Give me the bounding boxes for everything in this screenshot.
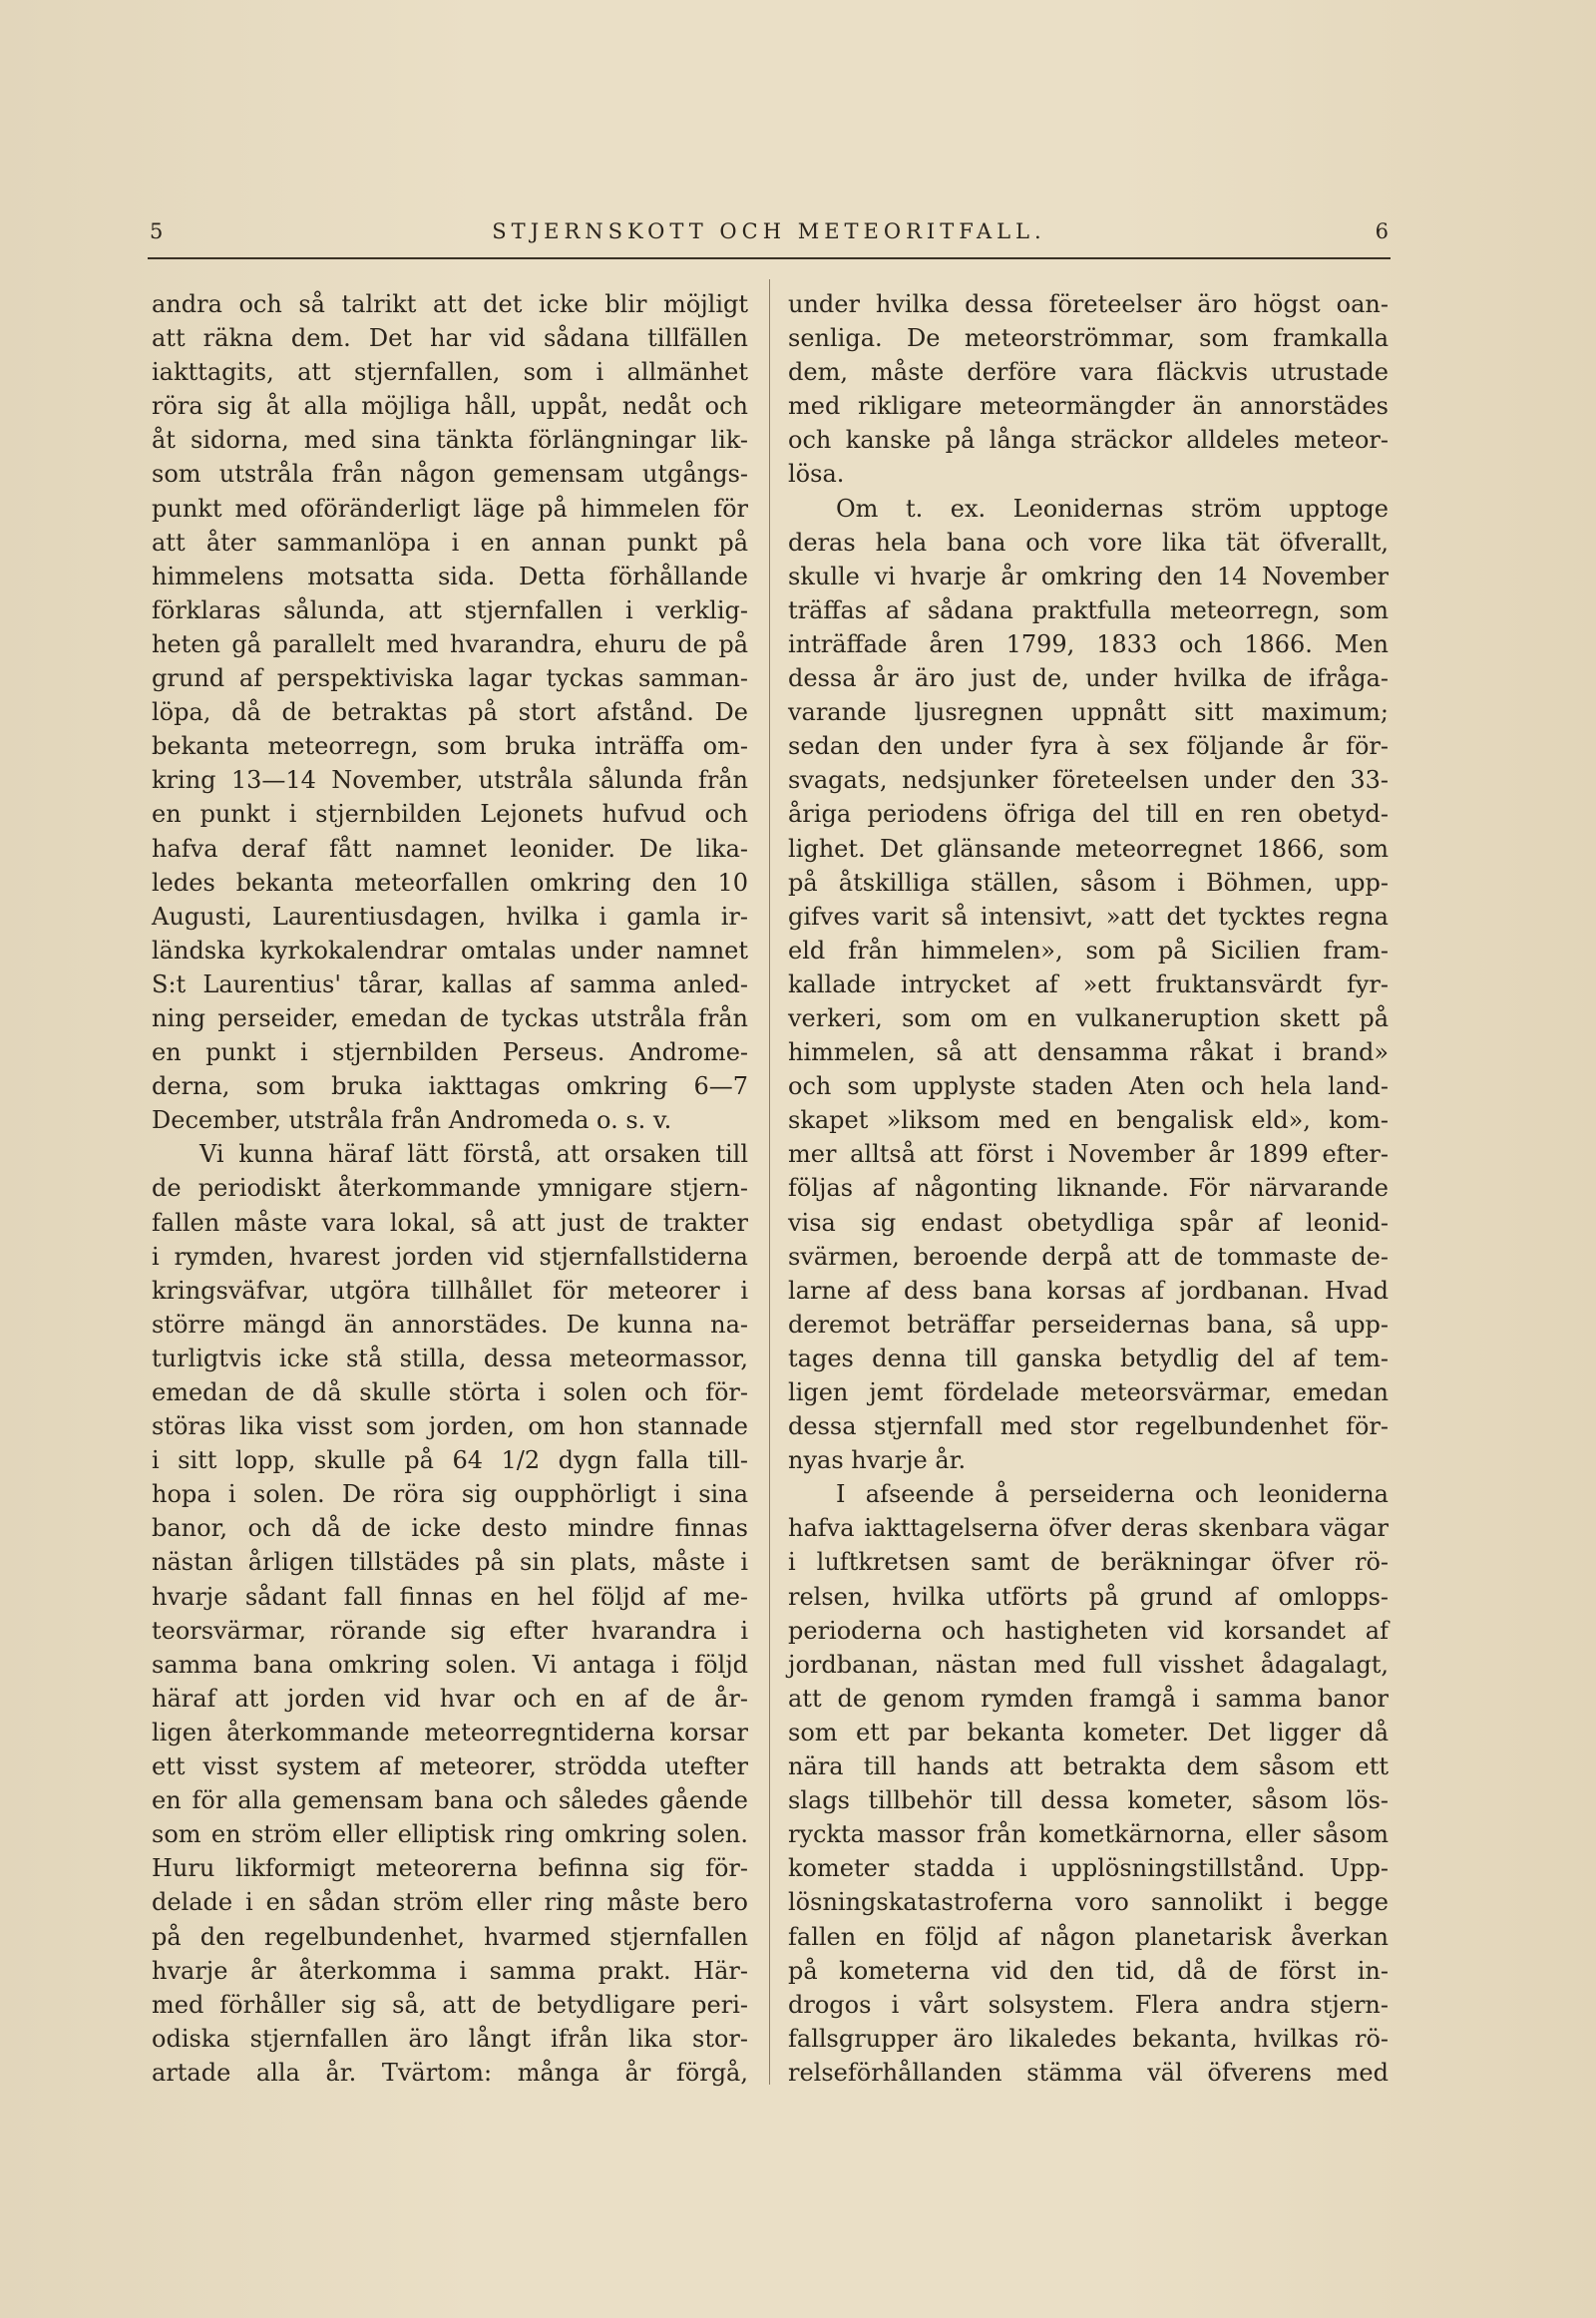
text-line: som en ström eller elliptisk ring omkring solen. xyxy=(152,1820,748,1849)
text-line: hvarje år återkomma i samma prakt. Här- xyxy=(152,1956,748,1985)
text-line: himmelen, så att densamma råkat i brand» xyxy=(788,1038,1389,1067)
text-line: åt sidorna, med sina tänkta förlängningar lik- xyxy=(152,426,748,455)
text-line: I afseende å perseiderna och leoniderna xyxy=(836,1480,1389,1509)
text-line: varande ljusregnen uppnått sitt maximum; xyxy=(788,698,1389,727)
text-line: deremot beträffar perseidernas bana, så upp- xyxy=(788,1310,1389,1339)
text-line: sedan den under fyra à sex följande år för- xyxy=(788,732,1389,761)
text-line: teorsvärmar, rörande sig efter hvarandra i xyxy=(152,1616,748,1645)
text-line: relsen, hvilka utförts på grund af omlopps- xyxy=(788,1582,1389,1611)
text-line: Vi kunna häraf lätt förstå, att orsaken till xyxy=(200,1140,748,1169)
text-line: större mängd än annorstädes. De kunna na- xyxy=(152,1310,748,1339)
text-line: röra sig åt alla möjliga håll, uppåt, nedåt och xyxy=(152,392,748,421)
text-line: i rymden, hvarest jorden vid stjernfallstiderna xyxy=(152,1242,748,1271)
text-line: lighet. Det glänsande meteorregnet 1866, som xyxy=(788,834,1389,863)
text-line: Om t. ex. Leonidernas ström upptoge xyxy=(836,494,1389,523)
text-line: som ett par bekanta kometer. Det ligger då xyxy=(788,1718,1389,1746)
text-line: ledes bekanta meteorfallen omkring den 10 xyxy=(152,868,748,897)
text-line: slags tillbehör till dessa kometer, såsom lös- xyxy=(788,1786,1389,1815)
text-line: visa sig endast obetydliga spår af leonid- xyxy=(788,1208,1389,1237)
text-line: kometer stadda i upplösningstillstånd. Upp- xyxy=(788,1854,1389,1883)
text-line: träffas af sådana praktfulla meteorregn, som xyxy=(788,595,1389,624)
text-line: häraf att jorden vid hvar och en af de år- xyxy=(152,1684,748,1713)
text-line: grund af perspektiviska lagar tyckas samman- xyxy=(152,664,748,693)
text-line: dessa stjernfall med stor regelbundenhet för- xyxy=(788,1412,1389,1441)
text-line: förklaras sålunda, att stjernfallen i verklig- xyxy=(152,595,748,624)
text-line: mer alltså att först i November år 1899 efter- xyxy=(788,1140,1389,1169)
running-title: STJERNSKOTT OCH METEORITFALL. xyxy=(492,219,1046,243)
text-line: artade alla år. Tvärtom: många år förgå, xyxy=(152,2058,748,2087)
page-number-right: 6 xyxy=(1375,219,1391,243)
text-line: larne af dess bana korsas af jordbanan. Hvad xyxy=(788,1276,1389,1305)
column-divider xyxy=(769,279,770,2085)
text-line: gifves varit så intensivt, »att det tycktes regna xyxy=(788,902,1389,931)
text-line: dessa år äro just de, under hvilka de ifråga- xyxy=(788,664,1389,693)
text-line: himmelens motsatta sida. Detta förhållande xyxy=(152,562,748,590)
left-column xyxy=(152,287,748,2090)
page-number-left: 5 xyxy=(150,219,166,243)
text-line: som utstråla från någon gemensam utgångs- xyxy=(152,460,748,489)
text-line: heten gå parallelt med hvarandra, ehuru de på xyxy=(152,629,748,658)
text-line: emedan de då skulle störta i solen och för- xyxy=(152,1378,748,1406)
header-rule xyxy=(148,257,1391,259)
text-line: hopa i solen. De röra sig oupphörligt i sina xyxy=(152,1480,748,1509)
text-line: Huru likformigt meteorerna befinna sig för- xyxy=(152,1854,748,1883)
text-line: deras hela bana och vore lika tät öfverallt, xyxy=(788,528,1389,557)
text-line: ligen återkommande meteorregntiderna korsar xyxy=(152,1718,748,1746)
text-line: nästan årligen tillstädes på sin plats, måste i xyxy=(152,1548,748,1577)
text-line: fallsgrupper äro likaledes bekanta, hvilkas rö- xyxy=(788,2024,1389,2053)
text-line: S:t Laurentius' tårar, kallas af samma anled- xyxy=(152,969,748,998)
text-line: iakttagits, att stjernfallen, som i allmänhet xyxy=(152,358,748,387)
running-header xyxy=(148,213,1391,253)
text-line: på kometerna vid den tid, då de först in- xyxy=(788,1956,1389,1985)
text-line: eld från himmelen», som på Sicilien fram- xyxy=(788,936,1389,965)
text-line: hafva iakttagelserna öfver deras skenbara vägar xyxy=(788,1514,1389,1543)
text-line: kringsväfvar, utgöra tillhållet för meteorer i xyxy=(152,1276,748,1305)
text-line: ett visst system af meteorer, strödda utefter xyxy=(152,1752,748,1781)
text-line: drogos i vårt solsystem. Flera andra stjern- xyxy=(788,1990,1389,2019)
text-line: tages denna till ganska betydlig del af tem- xyxy=(788,1344,1389,1372)
text-line: hvarje sådant fall finnas en hel följd af me- xyxy=(152,1582,748,1611)
text-line: delade i en sådan ström eller ring måste bero xyxy=(152,1888,748,1917)
text-line: bekanta meteorregn, som bruka inträffa om- xyxy=(152,732,748,761)
text-line: ländska kyrkokalendrar omtalas under namnet xyxy=(152,936,748,965)
text-line: December, utstråla från Andromeda o. s. v. xyxy=(152,1106,672,1135)
text-line: och kanske på långa sträckor alldeles meteor- xyxy=(788,426,1389,455)
text-line: derna, som bruka iakttagas omkring 6—7 xyxy=(152,1072,748,1101)
text-line: störas lika visst som jorden, om hon stannade xyxy=(152,1412,748,1441)
text-line: i luftkretsen samt de beräkningar öfver rö- xyxy=(788,1548,1389,1577)
text-line: lösningskatastroferna voro sannolikt i begge xyxy=(788,1888,1389,1917)
text-line: med förhåller sig så, att de betydligare peri- xyxy=(152,1990,748,2019)
text-line: fallen en följd af någon planetarisk åverkan xyxy=(788,1922,1389,1951)
text-line: nyas hvarje år. xyxy=(788,1446,967,1475)
text-line: skulle vi hvarje år omkring den 14 November xyxy=(788,562,1389,590)
text-line: perioderna och hastigheten vid korsandet af xyxy=(788,1616,1389,1645)
text-line: lösa. xyxy=(788,460,845,489)
text-line: en punkt i stjernbilden Lejonets hufvud och xyxy=(152,800,748,829)
right-column xyxy=(788,287,1389,2090)
text-line: hafva deraf fått namnet leonider. De lika- xyxy=(152,834,748,863)
text-line: åriga periodens öfriga del till en ren obetyd- xyxy=(788,800,1389,829)
text-line: och som upplyste staden Aten och hela land- xyxy=(788,1072,1389,1101)
text-line: dem, måste derföre vara fläckvis utrustade xyxy=(788,358,1389,387)
text-line: ryckta massor från kometkärnorna, eller såsom xyxy=(788,1820,1389,1849)
text-line: en punkt i stjernbilden Perseus. Androme- xyxy=(152,1038,748,1067)
text-line: svärmen, beroende derpå att de tommaste de- xyxy=(788,1242,1389,1271)
text-line: en för alla gemensam bana och således gående xyxy=(152,1786,748,1815)
text-line: att åter sammanlöpa i en annan punkt på xyxy=(152,528,748,557)
text-line: på den regelbundenhet, hvarmed stjernfallen xyxy=(152,1922,748,1951)
text-line: att de genom rymden framgå i samma banor xyxy=(788,1684,1389,1713)
text-line: banor, och då de icke desto mindre finnas xyxy=(152,1514,748,1543)
text-line: senliga. De meteorströmmar, som framkalla xyxy=(788,324,1389,353)
text-line: samma bana omkring solen. Vi antaga i följd xyxy=(152,1650,748,1679)
text-line: andra och så talrikt att det icke blir möjligt xyxy=(152,290,748,318)
text-line: att räkna dem. Det har vid sådana tillfällen xyxy=(152,324,748,353)
text-line: nära till hands att betrakta dem såsom ett xyxy=(788,1752,1389,1781)
text-line: fallen måste vara lokal, så att just de trakter xyxy=(152,1208,748,1237)
text-line: relseförhållanden stämma väl öfverens med xyxy=(788,2058,1389,2087)
text-line: på åtskilliga ställen, såsom i Böhmen, upp- xyxy=(788,868,1389,897)
text-line: kallade intrycket af »ett fruktansvärdt fyr- xyxy=(788,969,1389,998)
text-line: svagats, nedsjunker företeelsen under den 33- xyxy=(788,766,1389,795)
text-line: punkt med oföränderligt läge på himmelen för xyxy=(152,494,748,523)
text-line: odiska stjernfallen äro långt ifrån lika stor- xyxy=(152,2024,748,2053)
text-line: under hvilka dessa företeelser äro högst oan- xyxy=(788,290,1389,318)
text-line: turligtvis icke stå stilla, dessa meteormassor, xyxy=(152,1344,748,1372)
text-line: löpa, då de betraktas på stort afstånd. De xyxy=(152,698,748,727)
text-line: de periodiskt återkommande ymnigare stjern- xyxy=(152,1174,748,1203)
text-line: Augusti, Laurentiusdagen, hvilka i gamla ir- xyxy=(152,902,748,931)
text-line: följas af någonting liknande. För närvarande xyxy=(788,1174,1389,1203)
text-line: verkeri, som om en vulkaneruption skett på xyxy=(788,1003,1389,1032)
text-line: kring 13—14 November, utstråla sålunda från xyxy=(152,766,748,795)
text-line: jordbanan, nästan med full visshet ådagalagt, xyxy=(788,1650,1389,1679)
text-line: ning perseider, emedan de tyckas utstråla från xyxy=(152,1003,748,1032)
text-line: med rikligare meteormängder än annorstädes xyxy=(788,392,1389,421)
text-line: inträffade åren 1799, 1833 och 1866. Men xyxy=(788,629,1389,658)
text-line: skapet »liksom med en bengalisk eld», kom- xyxy=(788,1106,1389,1135)
text-line: i sitt lopp, skulle på 64 1/2 dygn falla till- xyxy=(152,1446,748,1475)
text-line: ligen jemt fördelade meteorsvärmar, emedan xyxy=(788,1378,1389,1406)
